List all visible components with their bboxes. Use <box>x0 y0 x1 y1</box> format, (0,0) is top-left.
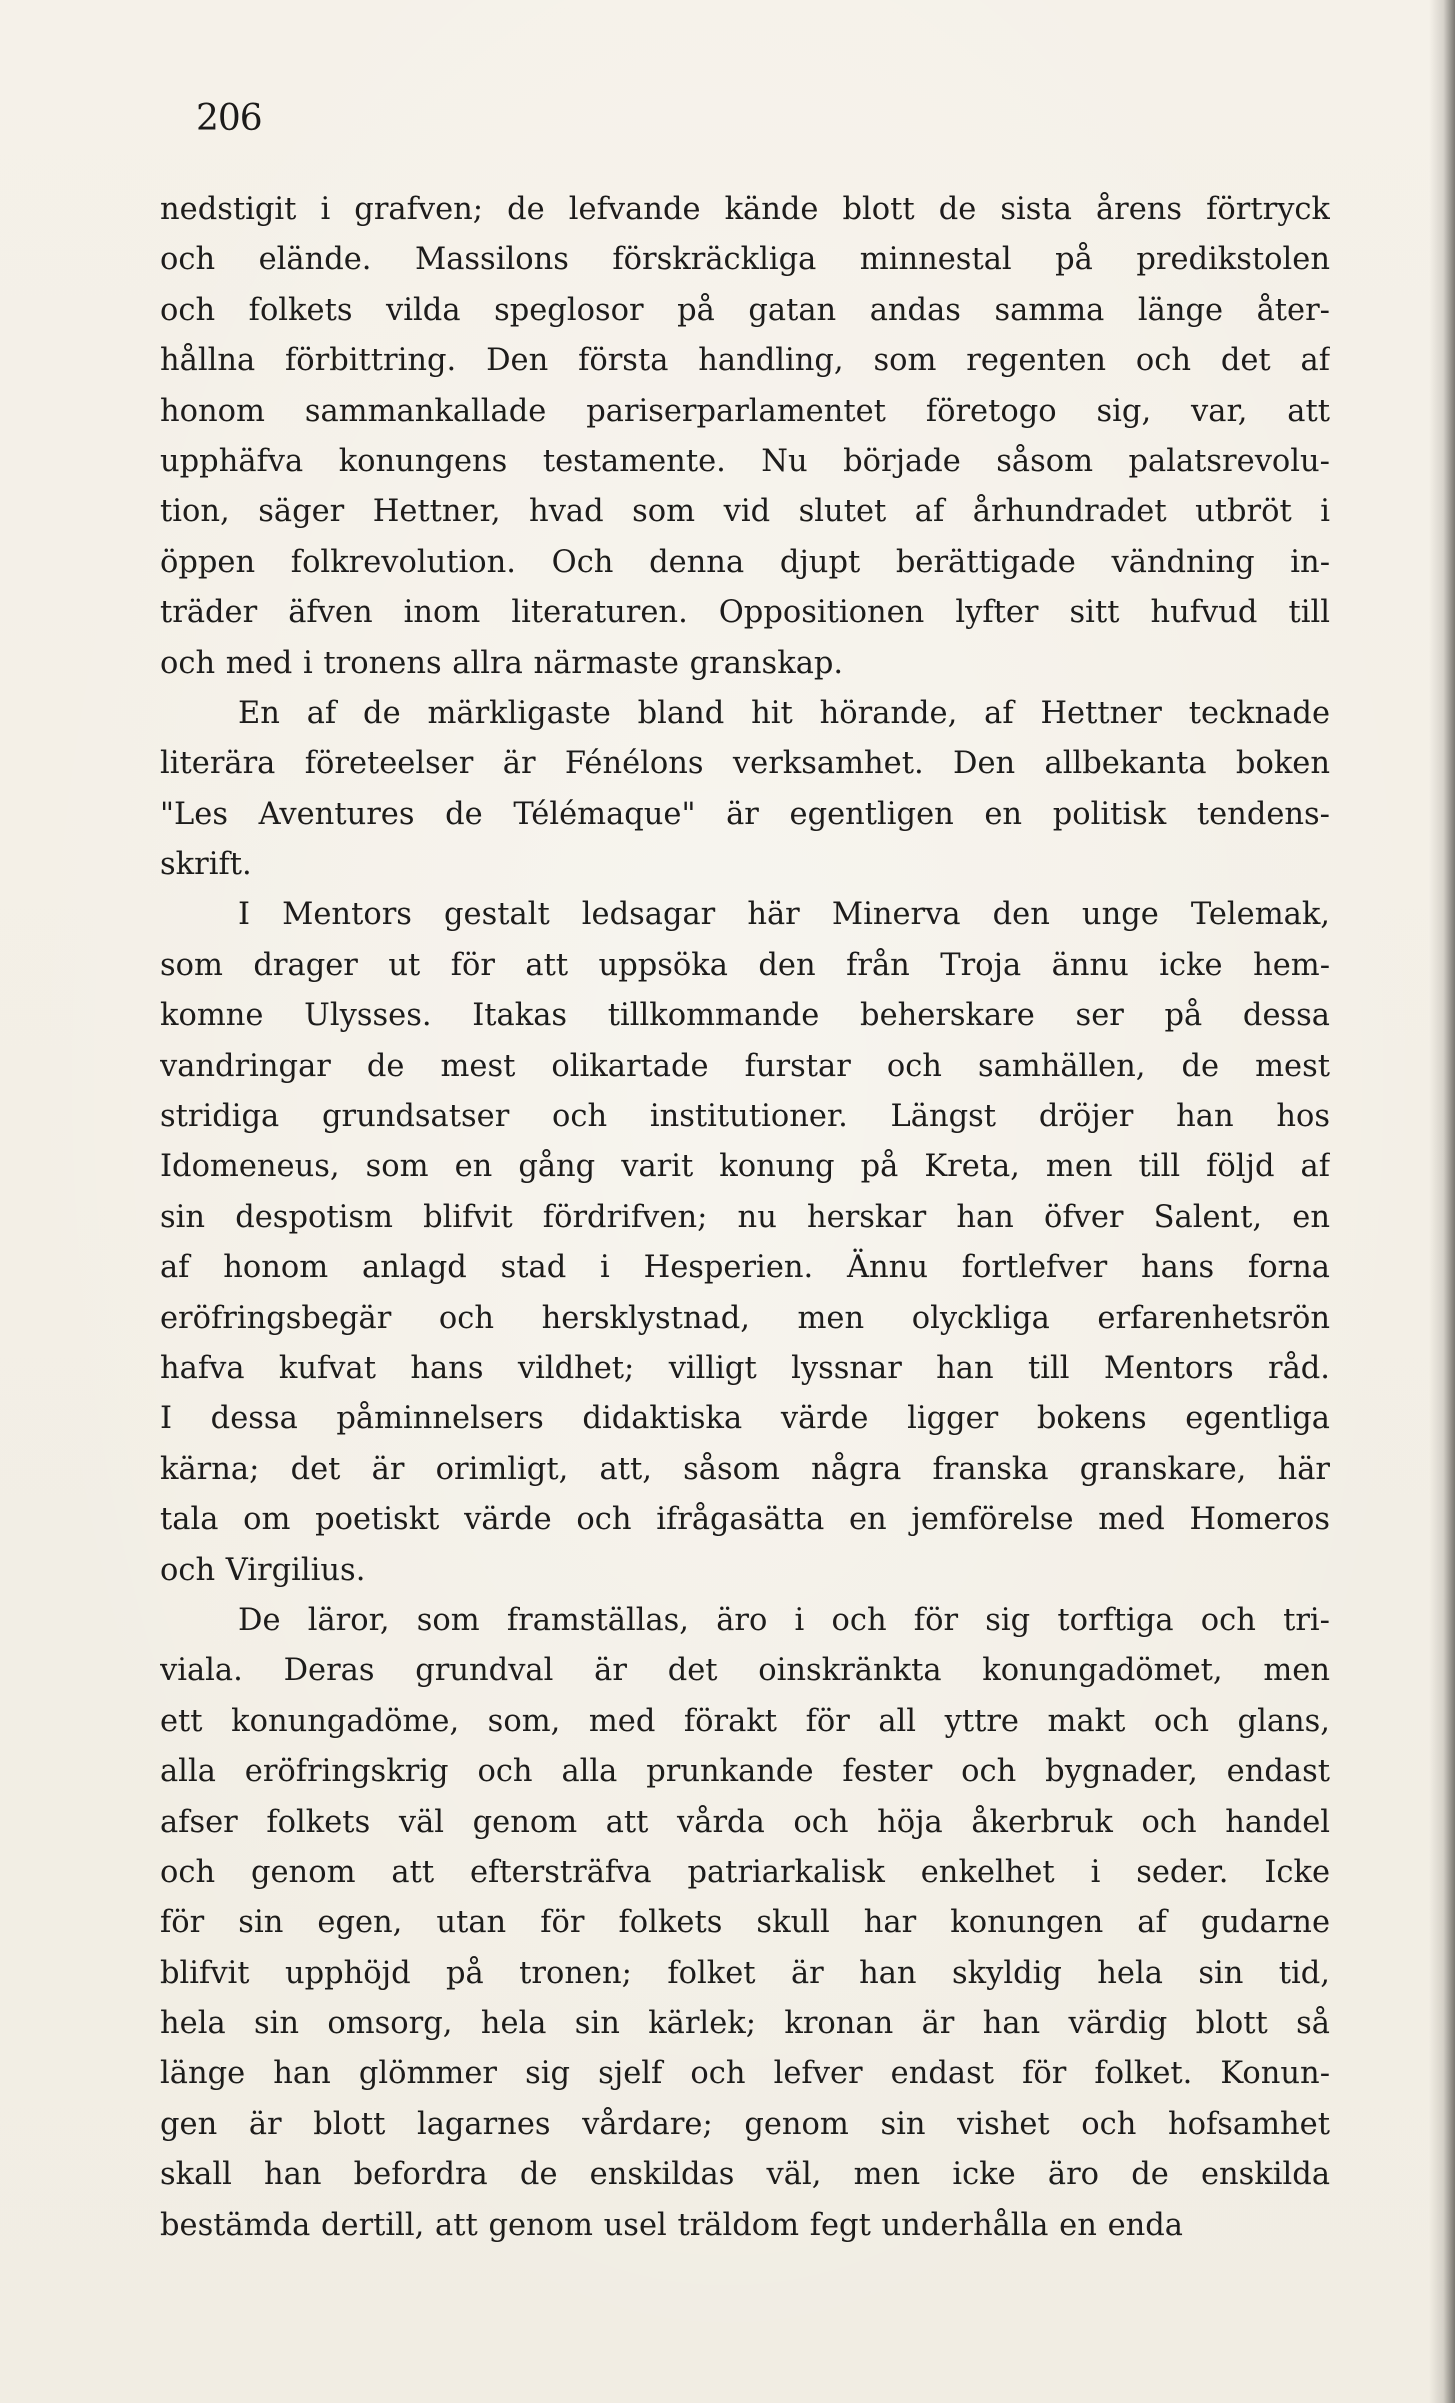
text-line: träder äfven inom literaturen. Oppositionen lyfter sitt hufvud till <box>160 595 1330 631</box>
text-line: ett konungadöme, som, med förakt för all yttre makt och glans, <box>160 1703 1330 1739</box>
text-line: skall han befordra de enskildas väl, men icke äro de enskilda <box>160 2157 1330 2193</box>
text-line: tala om poetiskt värde och ifrågasätta en jemförelse med Homeros <box>160 1502 1330 1538</box>
text-line: hela sin omsorg, hela sin kärlek; kronan är han värdig blott så <box>160 2006 1330 2042</box>
page-edge-shadow <box>1429 0 1455 2403</box>
text-line: sin despotism blifvit fördrifven; nu herskar han öfver Salent, en <box>160 1199 1330 1235</box>
text-line: hållna förbittring. Den första handling, som regenten och det af <box>160 343 1330 379</box>
text-line: honom sammankallade pariserparlamentet företogo sig, var, att <box>160 393 1330 429</box>
text-line: literära företeelser är Fénélons verksamhet. Den allbekanta boken <box>160 746 1330 782</box>
text-line: öppen folkrevolution. Och denna djupt berättigade vändning in- <box>160 544 1330 580</box>
text-line: stridiga grundsatser och institutioner. Längst dröjer han hos <box>160 1099 1330 1135</box>
body-text <box>160 185 1330 2251</box>
text-line: I dessa påminnelsers didaktiska värde ligger bokens egentliga <box>160 1401 1330 1437</box>
text-line: afser folkets väl genom att vårda och höja åkerbruk och handel <box>160 1804 1330 1840</box>
text-line: "Les Aventures de Télémaque" är egentligen en politisk tendens- <box>160 796 1330 832</box>
text-line: länge han glömmer sig sjelf och lefver endast för folket. Konun- <box>160 2056 1330 2092</box>
text-line: och folkets vilda speglosor på gatan andas samma länge åter- <box>160 292 1330 328</box>
page-number: 206 <box>196 98 262 139</box>
text-line: af honom anlagd stad i Hesperien. Ännu fortlefver hans forna <box>160 1250 1330 1286</box>
text-line: och genom att eftersträfva patriarkalisk enkelhet i seder. Icke <box>160 1854 1330 1890</box>
paragraph <box>160 185 1330 689</box>
text-line: bestämda dertill, att genom usel träldom fegt underhålla en enda <box>160 2207 1183 2243</box>
text-line: skrift. <box>160 847 252 883</box>
text-line: upphäfva konungens testamente. Nu började såsom palatsrevolu- <box>160 443 1330 479</box>
text-line: De läror, som framställas, äro i och för sig torftiga och tri- <box>238 1602 1330 1638</box>
paragraph <box>160 890 1330 1595</box>
text-line: alla eröfringskrig och alla prunkande fester och bygnader, endast <box>160 1754 1330 1790</box>
text-line: för sin egen, utan för folkets skull har konungen af gudarne <box>160 1905 1330 1941</box>
text-line: nedstigit i grafven; de lefvande kände blott de sista årens förtryck <box>160 192 1330 227</box>
text-line: och med i tronens allra närmaste granskap. <box>160 645 844 681</box>
text-line: gen är blott lagarnes vårdare; genom sin vishet och hofsamhet <box>160 2106 1330 2142</box>
text-line: hafva kufvat hans vildhet; villigt lyssnar han till Mentors råd. <box>160 1350 1330 1386</box>
text-line: tion, säger Hettner, hvad som vid slutet af århundradet utbröt i <box>160 494 1330 530</box>
text-line: Idomeneus, som en gång varit konung på Kreta, men till följd af <box>160 1149 1330 1185</box>
text-line: I Mentors gestalt ledsagar här Minerva den unge Telemak, <box>238 897 1330 933</box>
text-line: som drager ut för att uppsöka den från Troja ännu icke hem- <box>160 947 1330 983</box>
text-line: komne Ulysses. Itakas tillkommande beherskare ser på dessa <box>160 998 1330 1034</box>
text-line: viala. Deras grundval är det oinskränkta konungadömet, men <box>160 1653 1330 1689</box>
text-line: eröfringsbegär och hersklystnad, men olyckliga erfarenhetsrön <box>160 1300 1330 1336</box>
paragraph <box>160 689 1330 891</box>
text-line: och Virgilius. <box>160 1552 366 1588</box>
text-line: En af de märkligaste bland hit hörande, af Hettner tecknade <box>238 695 1330 731</box>
paragraph <box>160 1596 1330 2251</box>
text-line: blifvit upphöjd på tronen; folket är han skyldig hela sin tid, <box>160 1955 1330 1991</box>
text-line: och elände. Massilons förskräckliga minnestal på predikstolen <box>160 242 1330 278</box>
text-line: vandringar de mest olikartade furstar och samhällen, de mest <box>160 1048 1330 1084</box>
text-line: kärna; det är orimligt, att, såsom några franska granskare, här <box>160 1451 1330 1487</box>
